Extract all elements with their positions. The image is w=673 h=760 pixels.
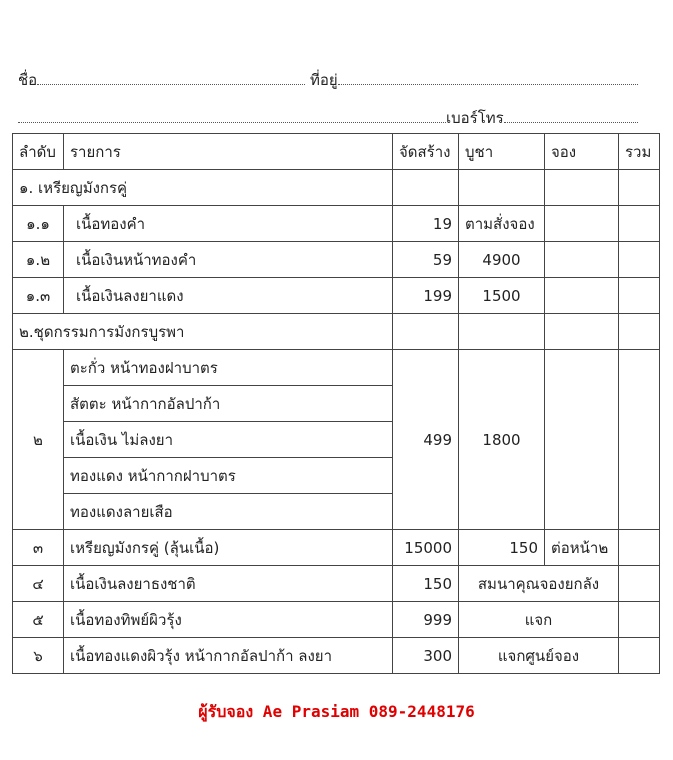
row-price: ตามสั่งจอง — [459, 206, 545, 242]
set-item: เนื้อเงิน ไม่ลงยา — [64, 422, 393, 458]
row-qty: 59 — [393, 242, 459, 278]
col-header-qty: จัดสร้าง — [393, 134, 459, 170]
header-row — [13, 134, 660, 170]
table-row — [13, 206, 660, 242]
row-total[interactable] — [619, 566, 660, 602]
row-item: เนื้อเงินหน้าทองคำ — [64, 242, 393, 278]
row-reserve[interactable] — [545, 278, 619, 314]
row-no: ๖ — [13, 638, 64, 674]
row-qty: 300 — [393, 638, 459, 674]
row-no: ๕ — [13, 602, 64, 638]
row-price: 150 — [459, 530, 545, 566]
set-item: ตะกั่ว หน้าทองฝาบาตร — [64, 350, 393, 386]
address-label: ที่อยู่ — [309, 71, 338, 89]
section-row — [13, 170, 660, 206]
row-total[interactable] — [619, 602, 660, 638]
row-total[interactable] — [619, 278, 660, 314]
row-reserve: ต่อหน้า๒ — [545, 530, 619, 566]
row-no: ๑.๒ — [13, 242, 64, 278]
table-row — [13, 242, 660, 278]
row-qty: 999 — [393, 602, 459, 638]
order-table — [12, 133, 660, 674]
table-row — [13, 278, 660, 314]
set-reserve[interactable] — [545, 350, 619, 530]
name-label: ชื่อ — [18, 71, 38, 89]
section-title: ๒.ชุดกรรมการมังกรบูรพา — [13, 314, 393, 350]
col-header-price: บูชา — [459, 134, 545, 170]
col-header-reserve: จอง — [545, 134, 619, 170]
table-row — [13, 602, 660, 638]
row-qty: 15000 — [393, 530, 459, 566]
row-item: เนื้อทองแดงผิวรุ้ง หน้ากากอัลปาก้า ลงยา — [64, 638, 393, 674]
address-field-2[interactable] — [18, 108, 446, 123]
set-price: 1800 — [459, 350, 545, 530]
row-qty: 19 — [393, 206, 459, 242]
set-item: สัตตะ หน้ากากอัลปาก้า — [64, 386, 393, 422]
row-item: เนื้อเงินลงยาแดง — [64, 278, 393, 314]
row-price: 1500 — [459, 278, 545, 314]
row-total[interactable] — [619, 206, 660, 242]
set-item: ทองแดง หน้ากากฝาบาตร — [64, 458, 393, 494]
address-phone-line — [18, 106, 650, 130]
row-item: เนื้อเงินลงยาธงชาติ — [64, 566, 393, 602]
set-no: ๒ — [13, 350, 64, 530]
row-qty: 199 — [393, 278, 459, 314]
row-price: 4900 — [459, 242, 545, 278]
row-no: ๓ — [13, 530, 64, 566]
phone-label: เบอร์โทร — [446, 109, 504, 127]
address-field[interactable] — [338, 70, 638, 85]
row-no: ๔ — [13, 566, 64, 602]
row-no: ๑.๑ — [13, 206, 64, 242]
row-total[interactable] — [619, 242, 660, 278]
table-row — [13, 566, 660, 602]
set-total[interactable] — [619, 350, 660, 530]
phone-field[interactable] — [504, 108, 638, 123]
row-item: เนื้อทองทิพย์ผิวรุ้ง — [64, 602, 393, 638]
name-address-line — [18, 68, 638, 92]
row-item: เนื้อทองคำ — [64, 206, 393, 242]
row-qty: 150 — [393, 566, 459, 602]
set-item: ทองแดงลายเสือ — [64, 494, 393, 530]
row-reserve[interactable] — [545, 206, 619, 242]
set-qty: 499 — [393, 350, 459, 530]
row-price: แจกศูนย์จอง — [459, 638, 619, 674]
section-title: ๑. เหรียญมังกรคู่ — [13, 170, 393, 206]
row-price: แจก — [459, 602, 619, 638]
reservation-contact: ผู้รับจอง Ae Prasiam 089-2448176 — [198, 702, 475, 721]
section-row — [13, 314, 660, 350]
row-total[interactable] — [619, 530, 660, 566]
row-price: สมนาคุณจองยกลัง — [459, 566, 619, 602]
col-header-no: ลำดับ — [13, 134, 64, 170]
table-row — [13, 530, 660, 566]
row-item: เหรียญมังกรคู่ (ลุ้นเนื้อ) — [64, 530, 393, 566]
name-field[interactable] — [37, 70, 305, 85]
row-reserve[interactable] — [545, 242, 619, 278]
col-header-item: รายการ — [64, 134, 393, 170]
row-no: ๑.๓ — [13, 278, 64, 314]
table-row — [13, 638, 660, 674]
col-header-total: รวม — [619, 134, 660, 170]
row-total[interactable] — [619, 638, 660, 674]
table-row — [13, 350, 660, 386]
